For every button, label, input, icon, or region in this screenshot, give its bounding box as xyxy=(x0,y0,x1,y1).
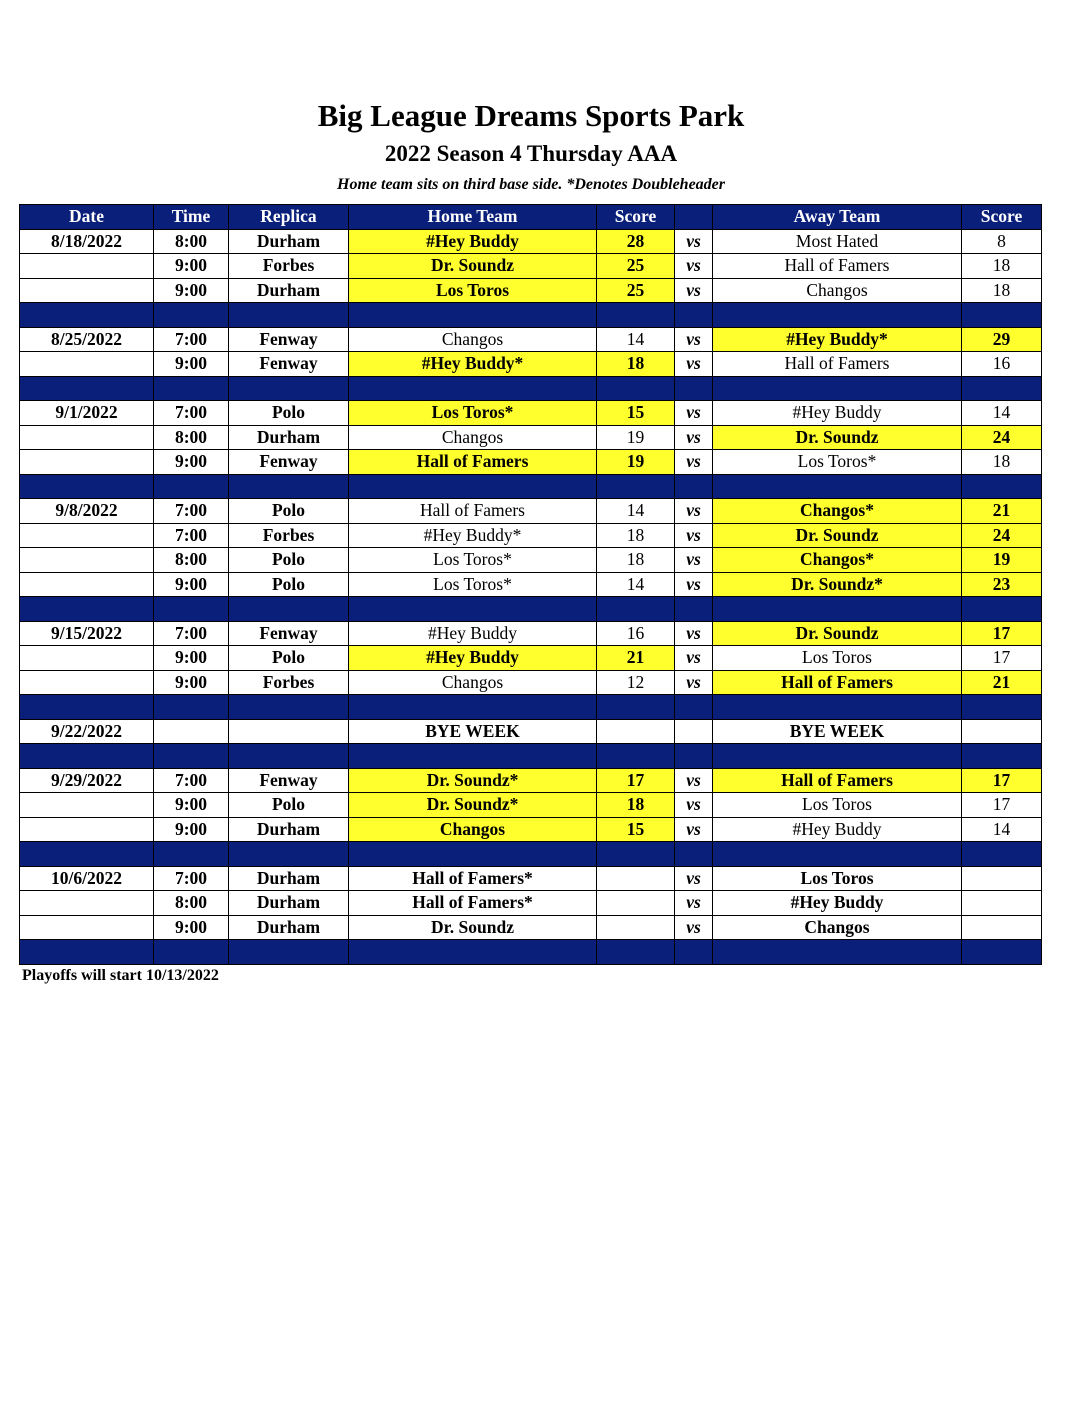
game-time: 9:00 xyxy=(154,278,229,303)
home-score: 14 xyxy=(597,572,675,597)
away-team: Dr. Soundz xyxy=(713,621,962,646)
separator-cell xyxy=(20,376,154,401)
separator-cell xyxy=(713,695,962,720)
vs-label: vs xyxy=(675,254,713,279)
home-team: Dr. Soundz* xyxy=(349,768,597,793)
game-row xyxy=(20,817,1042,842)
game-date: 9/15/2022 xyxy=(20,621,154,646)
game-date xyxy=(20,915,154,940)
away-team: BYE WEEK xyxy=(713,719,962,744)
game-time: 9:00 xyxy=(154,670,229,695)
separator-cell xyxy=(229,940,349,965)
game-row xyxy=(20,229,1042,254)
game-field: Fenway xyxy=(229,327,349,352)
col-home-team: Home Team xyxy=(349,205,597,230)
separator-cell xyxy=(20,842,154,867)
home-score xyxy=(597,891,675,916)
separator-row xyxy=(20,744,1042,769)
game-time: 7:00 xyxy=(154,523,229,548)
away-team: #Hey Buddy xyxy=(713,817,962,842)
separator-cell xyxy=(229,842,349,867)
vs-label: vs xyxy=(675,499,713,524)
separator-cell xyxy=(597,744,675,769)
away-team: #Hey Buddy xyxy=(713,401,962,426)
game-date xyxy=(20,572,154,597)
game-date xyxy=(20,450,154,475)
separator-cell xyxy=(349,695,597,720)
game-row xyxy=(20,768,1042,793)
away-team: Los Toros xyxy=(713,646,962,671)
game-date xyxy=(20,793,154,818)
away-score: 18 xyxy=(962,254,1042,279)
away-team: Los Toros xyxy=(713,866,962,891)
separator-row xyxy=(20,842,1042,867)
home-team: Changos xyxy=(349,327,597,352)
game-time: 9:00 xyxy=(154,646,229,671)
vs-label: vs xyxy=(675,352,713,377)
separator-cell xyxy=(713,940,962,965)
home-score xyxy=(597,866,675,891)
away-score: 21 xyxy=(962,670,1042,695)
game-field: Forbes xyxy=(229,254,349,279)
separator-cell xyxy=(154,376,229,401)
game-row xyxy=(20,425,1042,450)
game-time: 9:00 xyxy=(154,254,229,279)
game-date xyxy=(20,523,154,548)
game-row xyxy=(20,572,1042,597)
home-score: 18 xyxy=(597,793,675,818)
separator-cell xyxy=(962,303,1042,328)
home-team: #Hey Buddy xyxy=(349,229,597,254)
home-score: 19 xyxy=(597,425,675,450)
game-time: 9:00 xyxy=(154,817,229,842)
away-score: 18 xyxy=(962,450,1042,475)
game-date xyxy=(20,352,154,377)
separator-cell xyxy=(154,303,229,328)
game-field: Polo xyxy=(229,499,349,524)
game-time: 9:00 xyxy=(154,793,229,818)
game-date xyxy=(20,646,154,671)
away-score: 14 xyxy=(962,401,1042,426)
away-score: 18 xyxy=(962,278,1042,303)
game-date: 10/6/2022 xyxy=(20,866,154,891)
separator-cell xyxy=(675,940,713,965)
home-score: 28 xyxy=(597,229,675,254)
separator-cell xyxy=(229,474,349,499)
separator-cell xyxy=(20,744,154,769)
vs-label: vs xyxy=(675,229,713,254)
game-row xyxy=(20,352,1042,377)
home-score: 21 xyxy=(597,646,675,671)
separator-cell xyxy=(597,695,675,720)
game-date: 8/25/2022 xyxy=(20,327,154,352)
game-field: Polo xyxy=(229,401,349,426)
separator-cell xyxy=(597,474,675,499)
game-field: Polo xyxy=(229,572,349,597)
vs-label: vs xyxy=(675,425,713,450)
game-row xyxy=(20,548,1042,573)
home-score: 15 xyxy=(597,817,675,842)
game-row xyxy=(20,254,1042,279)
game-time: 9:00 xyxy=(154,915,229,940)
game-row xyxy=(20,793,1042,818)
game-date: 8/18/2022 xyxy=(20,229,154,254)
home-team: Changos xyxy=(349,670,597,695)
home-team: Dr. Soundz xyxy=(349,254,597,279)
schedule-table xyxy=(19,204,1042,965)
vs-label xyxy=(675,719,713,744)
vs-label: vs xyxy=(675,621,713,646)
game-time xyxy=(154,719,229,744)
away-team: Changos* xyxy=(713,499,962,524)
game-field: Durham xyxy=(229,866,349,891)
away-team: Los Toros* xyxy=(713,450,962,475)
home-team: #Hey Buddy* xyxy=(349,352,597,377)
game-row xyxy=(20,891,1042,916)
schedule-note: Home team sits on third base side. *Denotes Doubleheader xyxy=(337,176,725,193)
game-date xyxy=(20,548,154,573)
game-date xyxy=(20,254,154,279)
away-score: 17 xyxy=(962,621,1042,646)
game-time: 7:00 xyxy=(154,327,229,352)
separator-cell xyxy=(349,597,597,622)
home-team: Hall of Famers xyxy=(349,499,597,524)
game-time: 8:00 xyxy=(154,229,229,254)
col-away-score: Score xyxy=(962,205,1042,230)
separator-cell xyxy=(962,695,1042,720)
vs-label: vs xyxy=(675,793,713,818)
home-team: Los Toros* xyxy=(349,572,597,597)
home-score xyxy=(597,719,675,744)
game-time: 9:00 xyxy=(154,352,229,377)
separator-cell xyxy=(20,940,154,965)
home-team: Hall of Famers* xyxy=(349,866,597,891)
separator-cell xyxy=(20,597,154,622)
away-score xyxy=(962,891,1042,916)
col-vs xyxy=(675,205,713,230)
separator-cell xyxy=(597,842,675,867)
away-team: Los Toros xyxy=(713,793,962,818)
vs-label: vs xyxy=(675,915,713,940)
away-team: Hall of Famers xyxy=(713,352,962,377)
away-score: 17 xyxy=(962,646,1042,671)
game-time: 7:00 xyxy=(154,499,229,524)
home-team: #Hey Buddy xyxy=(349,646,597,671)
vs-label: vs xyxy=(675,401,713,426)
game-time: 7:00 xyxy=(154,621,229,646)
game-date xyxy=(20,278,154,303)
away-team: Dr. Soundz xyxy=(713,523,962,548)
game-date xyxy=(20,817,154,842)
home-score: 14 xyxy=(597,327,675,352)
footer-note: Playoffs will start 10/13/2022 xyxy=(22,967,219,984)
away-score: 17 xyxy=(962,793,1042,818)
page-title: Big League Dreams Sports Park xyxy=(317,98,745,133)
separator-cell xyxy=(229,695,349,720)
game-field: Polo xyxy=(229,793,349,818)
home-score: 25 xyxy=(597,278,675,303)
separator-cell xyxy=(962,597,1042,622)
separator-cell xyxy=(713,842,962,867)
game-field: Fenway xyxy=(229,768,349,793)
separator-cell xyxy=(675,376,713,401)
separator-cell xyxy=(675,842,713,867)
home-team: Changos xyxy=(349,817,597,842)
away-team: #Hey Buddy* xyxy=(713,327,962,352)
separator-cell xyxy=(597,940,675,965)
game-time: 7:00 xyxy=(154,401,229,426)
separator-cell xyxy=(229,376,349,401)
home-team: Los Toros* xyxy=(349,548,597,573)
game-field: Fenway xyxy=(229,621,349,646)
away-score: 24 xyxy=(962,425,1042,450)
away-score: 8 xyxy=(962,229,1042,254)
header-row xyxy=(20,205,1042,230)
schedule-body xyxy=(20,229,1042,964)
home-team: Dr. Soundz xyxy=(349,915,597,940)
game-field: Polo xyxy=(229,548,349,573)
separator-cell xyxy=(20,695,154,720)
home-team: Hall of Famers* xyxy=(349,891,597,916)
away-team: Hall of Famers xyxy=(713,670,962,695)
game-field: Durham xyxy=(229,891,349,916)
home-score: 15 xyxy=(597,401,675,426)
game-row xyxy=(20,327,1042,352)
vs-label: vs xyxy=(675,523,713,548)
away-score: 23 xyxy=(962,572,1042,597)
separator-cell xyxy=(962,376,1042,401)
separator-cell xyxy=(20,474,154,499)
game-row xyxy=(20,499,1042,524)
game-row xyxy=(20,450,1042,475)
separator-cell xyxy=(154,842,229,867)
separator-row xyxy=(20,597,1042,622)
game-row xyxy=(20,866,1042,891)
separator-cell xyxy=(713,376,962,401)
game-field: Fenway xyxy=(229,450,349,475)
bye-week-row xyxy=(20,719,1042,744)
separator-row xyxy=(20,303,1042,328)
away-score: 14 xyxy=(962,817,1042,842)
home-team: #Hey Buddy xyxy=(349,621,597,646)
home-team: BYE WEEK xyxy=(349,719,597,744)
game-field: Polo xyxy=(229,646,349,671)
home-score: 25 xyxy=(597,254,675,279)
home-team: Dr. Soundz* xyxy=(349,793,597,818)
separator-row xyxy=(20,695,1042,720)
separator-cell xyxy=(713,744,962,769)
game-field: Durham xyxy=(229,817,349,842)
home-team: #Hey Buddy* xyxy=(349,523,597,548)
away-team: Hall of Famers xyxy=(713,254,962,279)
home-team: Changos xyxy=(349,425,597,450)
home-score: 18 xyxy=(597,352,675,377)
vs-label: vs xyxy=(675,548,713,573)
separator-cell xyxy=(675,303,713,328)
game-date: 9/1/2022 xyxy=(20,401,154,426)
separator-cell xyxy=(349,842,597,867)
separator-row xyxy=(20,474,1042,499)
game-row xyxy=(20,523,1042,548)
game-field: Durham xyxy=(229,229,349,254)
game-field xyxy=(229,719,349,744)
away-team: Dr. Soundz xyxy=(713,425,962,450)
game-time: 8:00 xyxy=(154,891,229,916)
game-row xyxy=(20,670,1042,695)
separator-cell xyxy=(713,474,962,499)
separator-cell xyxy=(675,597,713,622)
game-field: Durham xyxy=(229,278,349,303)
home-score: 17 xyxy=(597,768,675,793)
separator-cell xyxy=(154,940,229,965)
separator-cell xyxy=(349,940,597,965)
home-score: 18 xyxy=(597,548,675,573)
vs-label: vs xyxy=(675,768,713,793)
separator-cell xyxy=(962,842,1042,867)
separator-cell xyxy=(962,744,1042,769)
game-date xyxy=(20,891,154,916)
separator-cell xyxy=(597,597,675,622)
page-subtitle: 2022 Season 4 Thursday AAA xyxy=(384,141,678,166)
separator-cell xyxy=(675,474,713,499)
game-time: 7:00 xyxy=(154,768,229,793)
game-time: 9:00 xyxy=(154,572,229,597)
separator-cell xyxy=(713,303,962,328)
game-row xyxy=(20,401,1042,426)
separator-cell xyxy=(597,376,675,401)
vs-label: vs xyxy=(675,891,713,916)
away-score xyxy=(962,915,1042,940)
away-team: Hall of Famers xyxy=(713,768,962,793)
home-team: Los Toros xyxy=(349,278,597,303)
vs-label: vs xyxy=(675,572,713,597)
game-field: Forbes xyxy=(229,670,349,695)
away-team: Changos xyxy=(713,915,962,940)
game-field: Forbes xyxy=(229,523,349,548)
away-score: 17 xyxy=(962,768,1042,793)
home-score: 18 xyxy=(597,523,675,548)
vs-label: vs xyxy=(675,866,713,891)
home-score: 16 xyxy=(597,621,675,646)
separator-row xyxy=(20,376,1042,401)
vs-label: vs xyxy=(675,327,713,352)
separator-cell xyxy=(154,597,229,622)
game-time: 9:00 xyxy=(154,450,229,475)
game-date xyxy=(20,670,154,695)
game-time: 8:00 xyxy=(154,548,229,573)
separator-cell xyxy=(597,303,675,328)
away-score: 16 xyxy=(962,352,1042,377)
away-score: 21 xyxy=(962,499,1042,524)
game-field: Durham xyxy=(229,915,349,940)
game-row xyxy=(20,621,1042,646)
game-time: 8:00 xyxy=(154,425,229,450)
separator-cell xyxy=(229,303,349,328)
game-date xyxy=(20,425,154,450)
separator-cell xyxy=(675,744,713,769)
col-replica: Replica xyxy=(229,205,349,230)
game-row xyxy=(20,646,1042,671)
home-score xyxy=(597,915,675,940)
away-team: Changos xyxy=(713,278,962,303)
away-score xyxy=(962,866,1042,891)
vs-label: vs xyxy=(675,278,713,303)
away-team: Changos* xyxy=(713,548,962,573)
col-home-score: Score xyxy=(597,205,675,230)
separator-cell xyxy=(713,597,962,622)
away-score: 29 xyxy=(962,327,1042,352)
game-field: Fenway xyxy=(229,352,349,377)
away-score: 19 xyxy=(962,548,1042,573)
separator-cell xyxy=(229,744,349,769)
separator-cell xyxy=(349,744,597,769)
away-score xyxy=(962,719,1042,744)
col-away-team: Away Team xyxy=(713,205,962,230)
game-row xyxy=(20,915,1042,940)
vs-label: vs xyxy=(675,817,713,842)
home-score: 14 xyxy=(597,499,675,524)
separator-cell xyxy=(154,744,229,769)
away-score: 24 xyxy=(962,523,1042,548)
separator-cell xyxy=(154,474,229,499)
separator-cell xyxy=(229,597,349,622)
home-score: 12 xyxy=(597,670,675,695)
game-time: 7:00 xyxy=(154,866,229,891)
separator-cell xyxy=(962,474,1042,499)
col-time: Time xyxy=(154,205,229,230)
home-team: Hall of Famers xyxy=(349,450,597,475)
separator-cell xyxy=(154,695,229,720)
vs-label: vs xyxy=(675,646,713,671)
away-team: Dr. Soundz* xyxy=(713,572,962,597)
game-date: 9/29/2022 xyxy=(20,768,154,793)
separator-cell xyxy=(349,303,597,328)
separator-cell xyxy=(349,474,597,499)
game-row xyxy=(20,278,1042,303)
game-date: 9/8/2022 xyxy=(20,499,154,524)
separator-cell xyxy=(962,940,1042,965)
separator-cell xyxy=(20,303,154,328)
separator-row xyxy=(20,940,1042,965)
separator-cell xyxy=(349,376,597,401)
separator-cell xyxy=(675,695,713,720)
home-team: Los Toros* xyxy=(349,401,597,426)
vs-label: vs xyxy=(675,670,713,695)
away-team: #Hey Buddy xyxy=(713,891,962,916)
game-field: Durham xyxy=(229,425,349,450)
game-date: 9/22/2022 xyxy=(20,719,154,744)
vs-label: vs xyxy=(675,450,713,475)
home-score: 19 xyxy=(597,450,675,475)
col-date: Date xyxy=(20,205,154,230)
away-team: Most Hated xyxy=(713,229,962,254)
